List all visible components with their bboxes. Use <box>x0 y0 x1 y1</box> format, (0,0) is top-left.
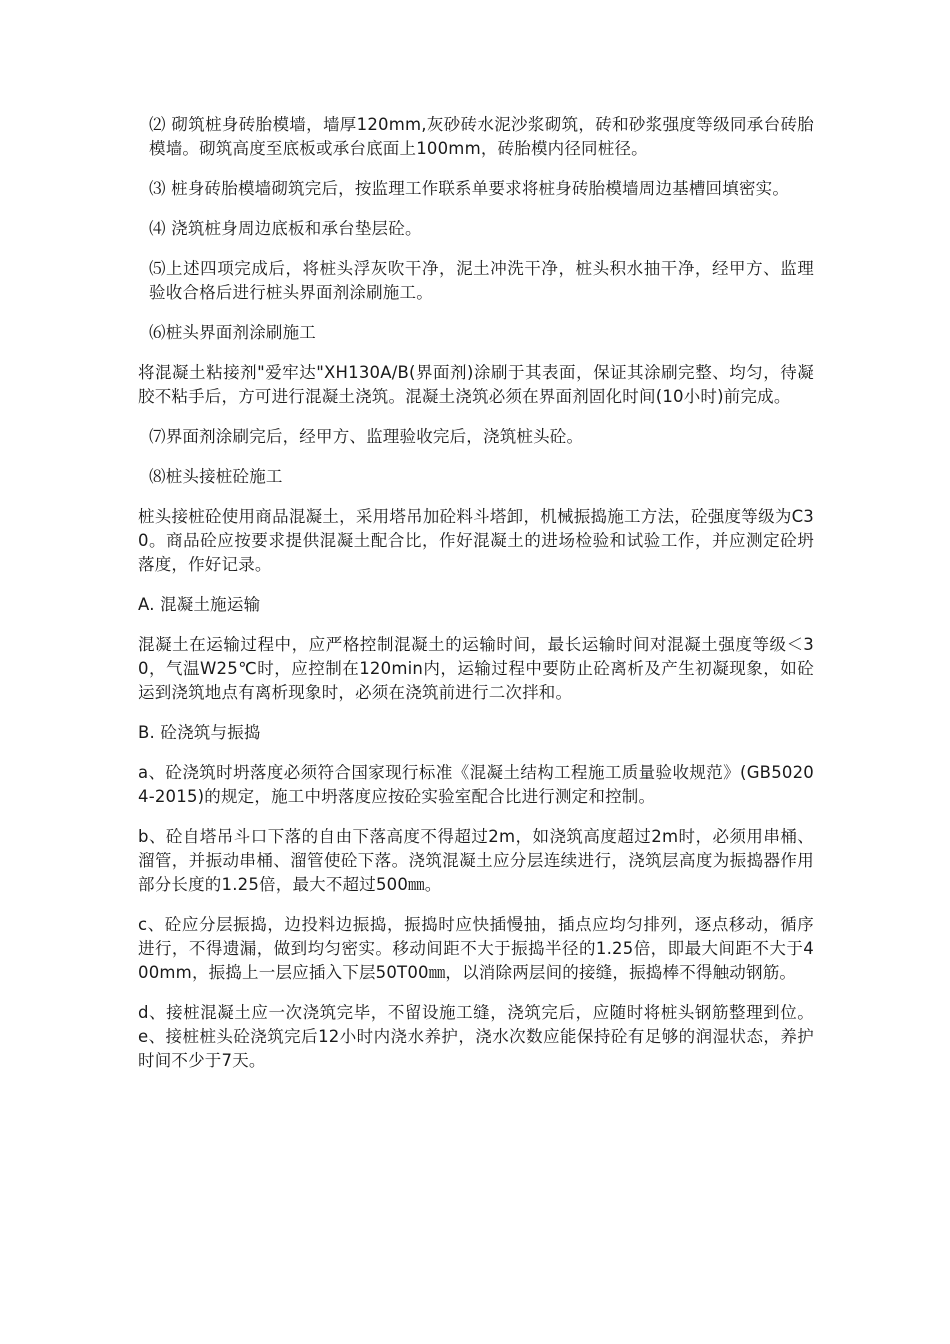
paragraph-step-5: ⑸上述四项完成后，将桩头浮灰吹干净，泥土冲洗干净，桩头积水抽干净，经甲方、监理验收合格后进行桩头界面剂涂刷施工。 <box>149 259 814 302</box>
paragraph-step-7: ⑺界面剂涂刷完后，经甲方、监理验收完后，浇筑桩头砼。 <box>149 427 584 446</box>
paragraph-item-c: c、砼应分层振捣，边投料边振捣，振捣时应快插慢抽，插点应均匀排列，逐点移动，循序进行，不得遗漏，做到均匀密实。移动间距不大于振捣半径的1.25倍，即最大间距不大于400mm，振捣上一层应插入下层50T00㎜，以消除两层间的接缝，振捣棒不得触动钢筋。 <box>138 915 814 982</box>
paragraph-item-d-e: d、接桩混凝土应一次浇筑完毕，不留设施工缝，浇筑完后，应随时将桩头钢筋整理到位。e、接桩桩头砼浇筑完后12小时内浇水养护，浇水次数应能保持砼有足够的润湿状态，养护时间不少于7天。 <box>138 1003 814 1070</box>
paragraph-step-6-heading: ⑹桩头界面剂涂刷施工 <box>149 323 316 342</box>
document-page <box>138 113 814 1089</box>
paragraph-step-8-heading: ⑻桩头接桩砼施工 <box>149 467 283 486</box>
paragraph-item-a: a、砼浇筑时坍落度必须符合国家现行标准《混凝土结构工程施工质量验收规范》(GB50204-2015)的规定，施工中坍落度应按砼实验室配合比进行测定和控制。 <box>138 763 814 806</box>
section-heading-a: A. 混凝土施运输 <box>138 595 261 614</box>
paragraph-transport: 混凝土在运输过程中，应严格控制混凝土的运输时间，最长运输时间对混凝土强度等级＜30，气温W25℃时，应控制在120min内，运输过程中要防止砼离析及产生初凝现象，如砼运到浇筑地点有离析现象时，必须在浇筑前进行二次拌和。 <box>138 635 814 702</box>
paragraph-interface-agent: 将混凝土粘接剂"爱牢达"XH130A/B(界面剂)涂刷于其表面，保证其涂刷完整、均匀，待凝胶不粘手后，方可进行混凝土浇筑。混凝土浇筑必须在界面剂固化时间(10小时)前完成。 <box>138 363 814 406</box>
paragraph-step-4: ⑷ 浇筑桩身周边底板和承台垫层砼。 <box>149 219 422 238</box>
paragraph-item-b: b、砼自塔吊斗口下落的自由下落高度不得超过2m，如浇筑高度超过2m时，必须用串桶、溜管，并振动串桶、溜管使砼下落。浇筑混凝土应分层连续进行，浇筑层高度为振捣器作用部分长度的1.25倍，最大不超过500㎜。 <box>138 827 814 894</box>
section-heading-b: B. 砼浇筑与振捣 <box>138 723 261 742</box>
paragraph-step-2: ⑵ 砌筑桩身砖胎模墙，墙厚120mm,灰砂砖水泥沙浆砌筑，砖和砂浆强度等级同承台砖胎模墙。砌筑高度至底板或承台底面上100mm，砖胎模内径同桩径。 <box>149 115 814 158</box>
paragraph-commercial-concrete: 桩头接桩砼使用商品混凝土，采用塔吊加砼料斗塔卸，机械振捣施工方法，砼强度等级为C30。商品砼应按要求提供混凝土配合比，作好混凝土的进场检验和试验工作，并应测定砼坍落度，作好记录。 <box>138 507 814 574</box>
paragraph-step-3: ⑶ 桩身砖胎模墙砌筑完后，按监理工作联系单要求将桩身砖胎模墙周边基槽回填密实。 <box>149 179 790 198</box>
